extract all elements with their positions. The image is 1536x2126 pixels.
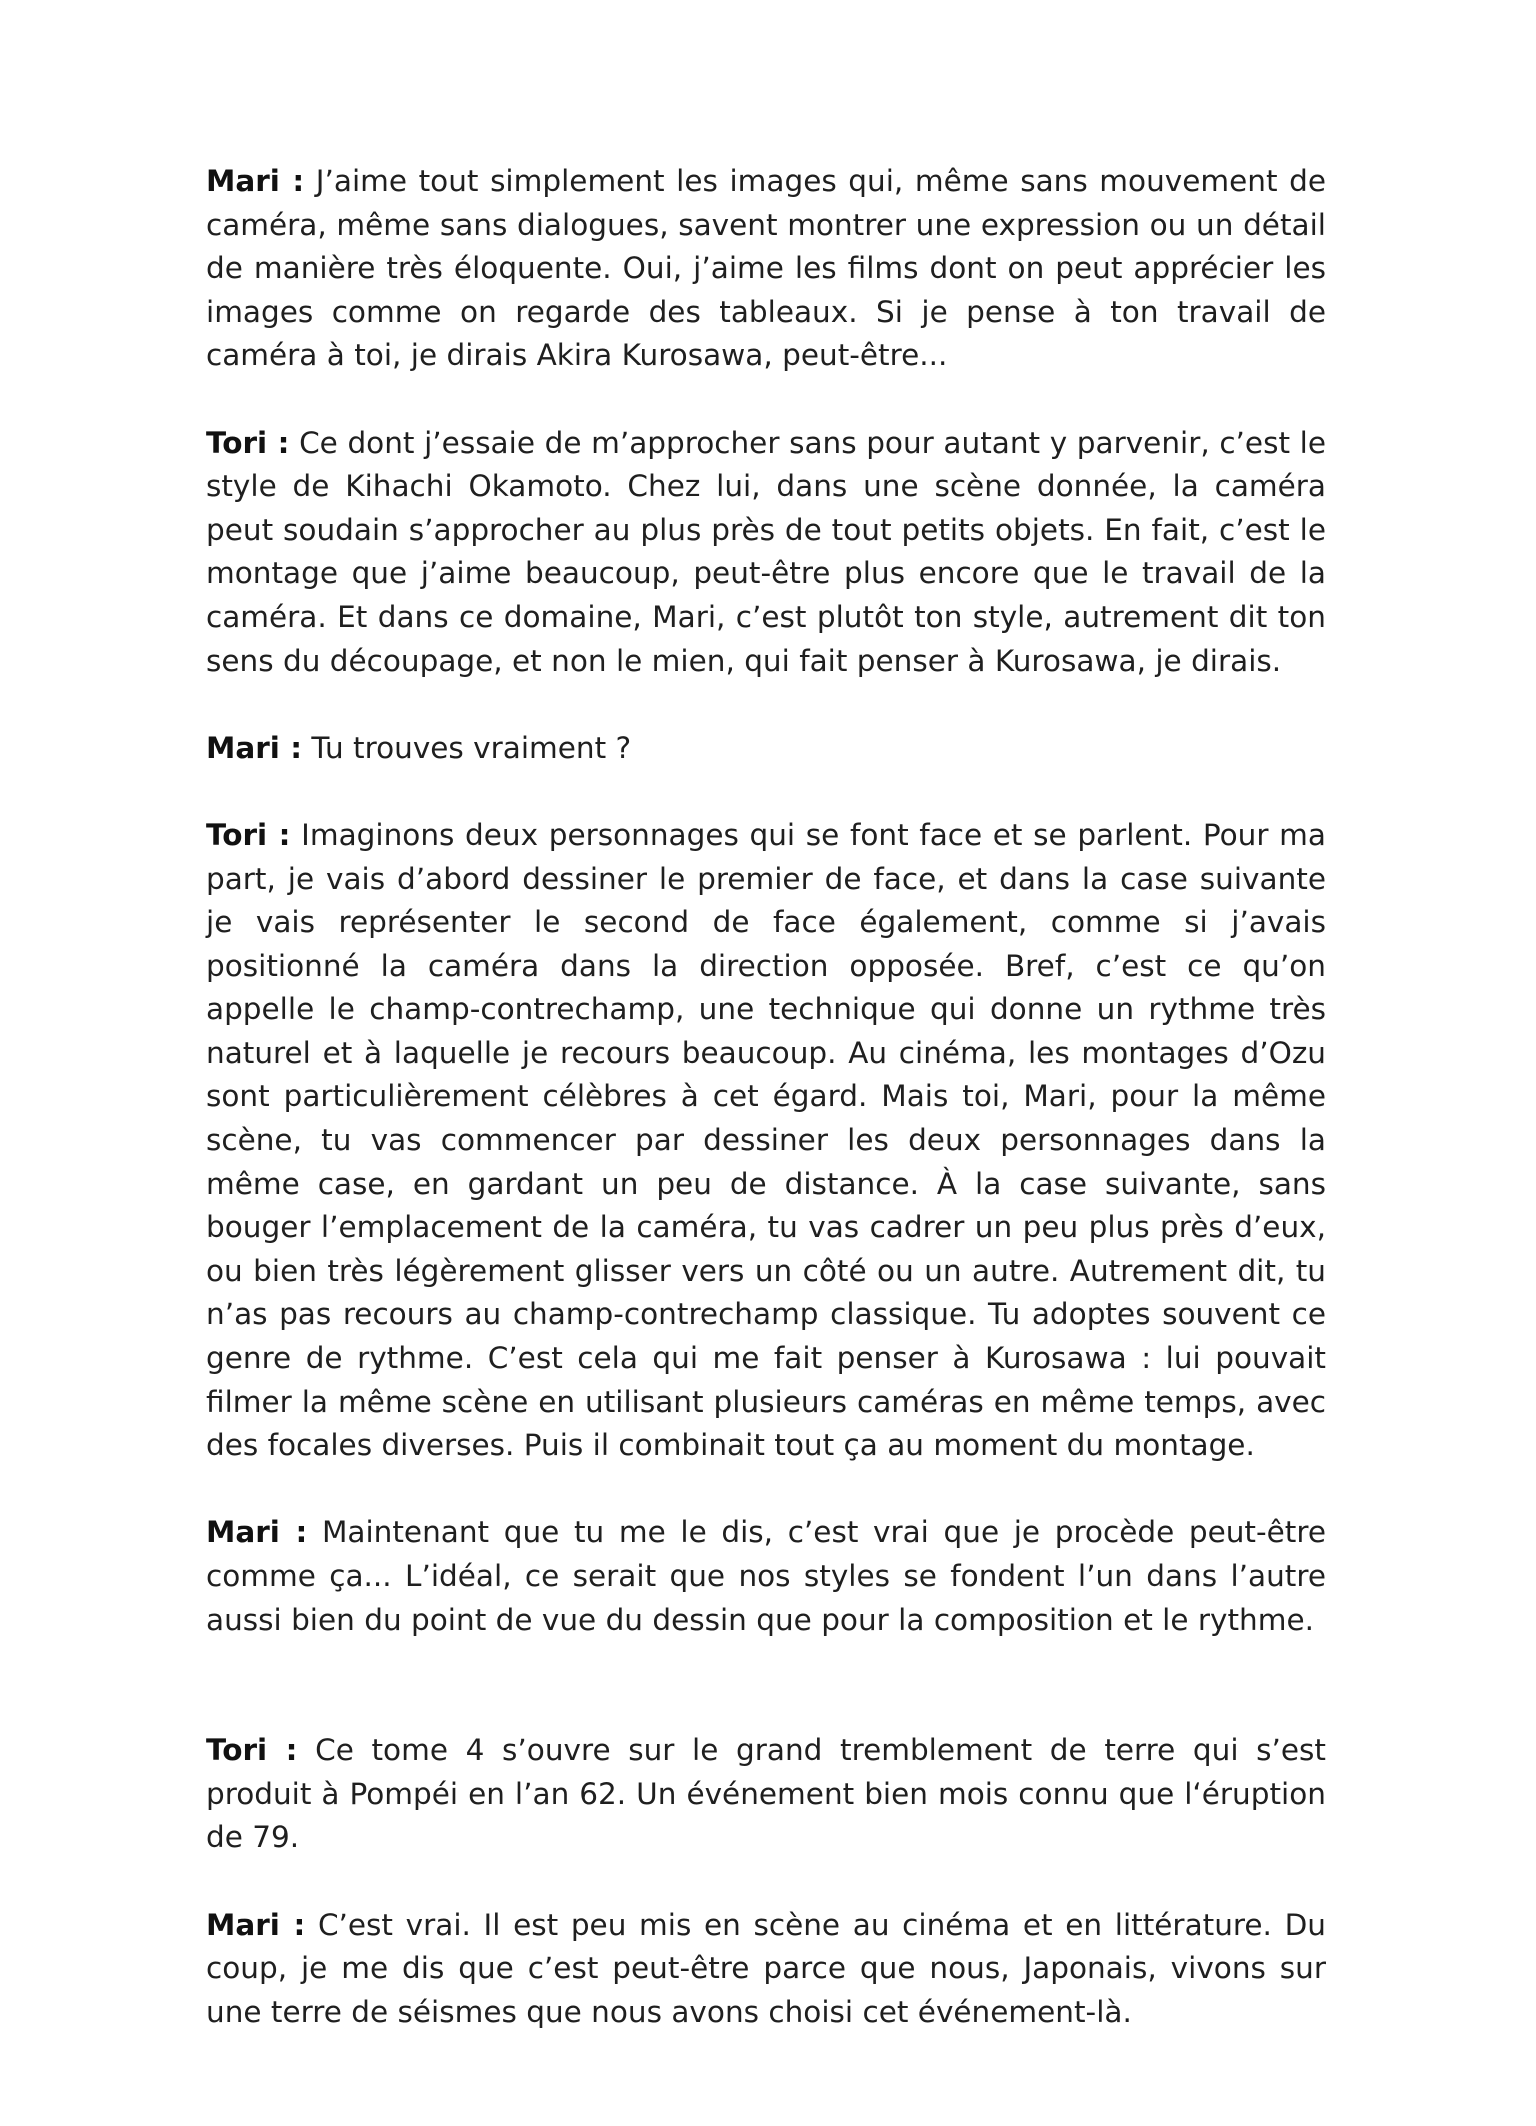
speaker-separator: : [279, 1515, 308, 1550]
speaker-name: Mari [206, 1907, 280, 1942]
speaker-separator: : [267, 817, 291, 852]
dialogue-entry [206, 814, 1326, 1468]
speaker-name: Tori [206, 1733, 268, 1768]
speaker-separator: : [279, 730, 303, 765]
speaker-name: Mari [206, 730, 280, 765]
dialogue-entry [206, 1729, 1326, 1860]
dialogue-entry [206, 422, 1326, 684]
speaker-separator: : [267, 425, 290, 460]
dialogue-text: Ce dont j’essaie de m’approcher sans pour autant y parvenir, c’est le style de Kihachi Okamoto. Chez lui, dans une scène donnée, la caméra peut soudain s’approcher au plus près de tout petits objets. En fait, c’est le montage que j’aime beaucoup, peut-être plus encore que le travail de la caméra. Et dans ce domaine, Mari, c’est plutôt ton style, autrement dit ton sens du découpage, et non le mien, qui fait penser à Kurosawa, je dirais. [206, 425, 1326, 678]
dialogue-entry [206, 160, 1326, 378]
speaker-name: Tori [206, 817, 268, 852]
speaker-separator: : [267, 1733, 298, 1768]
dialogue-entry [206, 1511, 1326, 1642]
speaker-separator: : [279, 1907, 306, 1942]
dialogue-text: Imaginons deux personnages qui se font face et se parlent. Pour ma part, je vais d’abord dessiner le premier de face, et dans la case suivante je vais représenter le second de face également, comme si j’avais positionné la caméra dans la direction opposée. Bref, c’est ce qu’on appelle le champ-contrechamp, une technique qui donne un rythme très naturel et à laquelle je recours beaucoup. Au cinéma, les montages d’Ozu sont particulièrement célèbres à cet égard. Mais toi, Mari, pour la même scène, tu vas commencer par dessiner les deux personnages dans la même case, en gardant un peu de distance. À la case suivante, sans bouger l’emplacement de la caméra, tu vas cadrer un peu plus près d’eux, ou bien très légèrement glisser vers un côté ou un autre. Autrement dit, tu n’as pas recours au champ-contrechamp classique. Tu adoptes souvent ce genre de rythme. C’est cela qui me fait penser à Kurosawa : lui pouvait filmer la même scène en utilisant plusieurs caméras en même temps, avec des focales diverses. Puis il combinait tout ça au moment du montage. [206, 817, 1326, 1463]
dialogue-text: Ce tome 4 s’ouvre sur le grand tremblement de terre qui s’est produit à Pompéi en l’an 62. Un événement bien mois connu que l‘éruption de 79. [206, 1733, 1326, 1855]
speaker-separator: : [279, 164, 305, 198]
dialogue-text: Tu trouves vraiment ? [311, 730, 632, 765]
speaker-name: Mari [206, 164, 280, 198]
dialogue-text: J’aime tout simplement les images qui, même sans mouvement de caméra, même sans dialogues, savent montrer une expression ou un détail de manière très éloquente. Oui, j’aime les films dont on peut apprécier les images comme on regarde des tableaux. Si je pense à ton travail de caméra à toi, je dirais Akira Kurosawa, peut-être... [206, 164, 1326, 373]
dialogue-text: Maintenant que tu me le dis, c’est vrai que je procède peut-être comme ça... L’idéal, ce serait que nos styles se fondent l’un dans l’autre aussi bien du point de vue du dessin que pour la composition et le rythme. [206, 1515, 1326, 1637]
speaker-name: Tori [206, 425, 268, 460]
dialogue-entry [206, 1904, 1326, 2035]
dialogue-entry [206, 727, 1326, 771]
speaker-name: Mari [206, 1515, 280, 1550]
interview-page [206, 160, 1326, 2078]
dialogue-text: C’est vrai. Il est peu mis en scène au cinéma et en littérature. Du coup, je me dis que c’est peut-être parce que nous, Japonais, vivons sur une terre de séismes que nous avons choisi cet événement-là. [206, 1907, 1326, 2029]
